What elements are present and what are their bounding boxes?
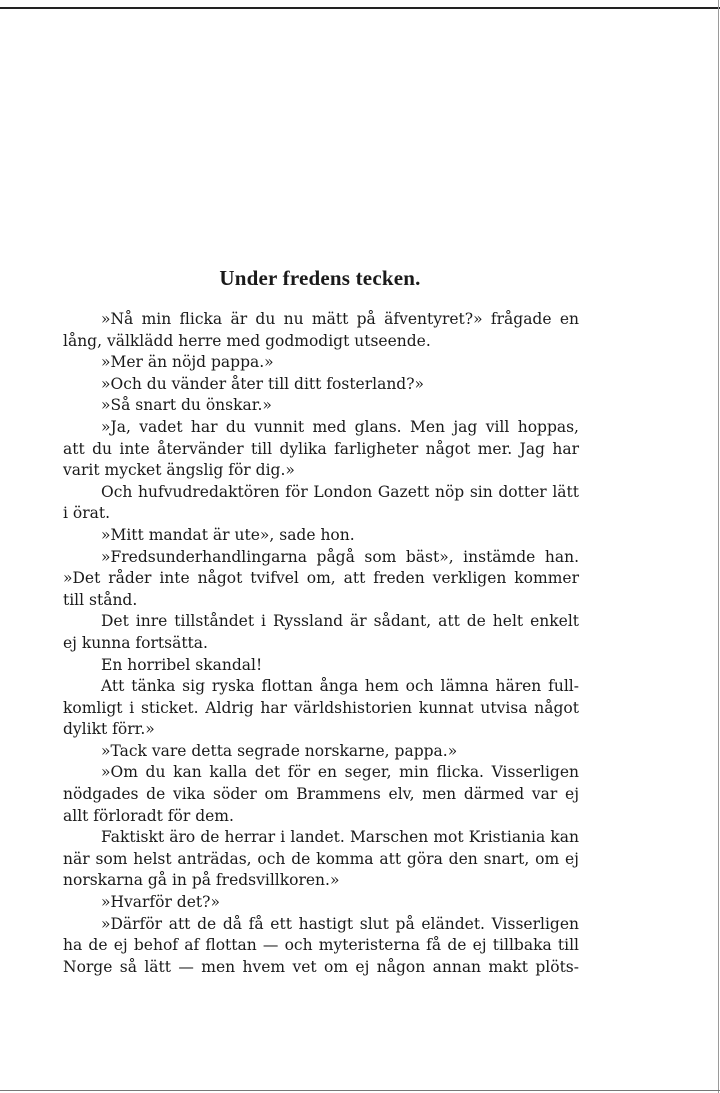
text-line: »Ja, vadet har du vunnit med glans. Men jag vill hoppas,	[101, 417, 579, 436]
text-line: »Nå min flicka är du nu mätt på äfventyret?» frågade en	[101, 310, 579, 328]
text-line: allt förloradt för dem.	[63, 806, 234, 825]
text-line: ha de ej behof af flottan — och myteristerna få de ej tillbaka till	[63, 936, 579, 955]
text-line: »Det råder inte något tvifvel om, att freden verkligen kommer	[63, 569, 579, 588]
body-text	[63, 309, 579, 978]
text-line: »Mitt mandat är ute», sade hon.	[101, 525, 355, 544]
right-border-line	[718, 0, 719, 1093]
text-line: En horribel skandal!	[101, 655, 263, 674]
text-line: »Därför att de då få ett hastigt slut på eländet. Visserligen	[101, 914, 579, 933]
text-line: när som helst anträdas, och de komma att göra den snart, om ej	[63, 849, 579, 868]
text-line: »Och du vänder åter till ditt fosterland?»	[101, 374, 425, 393]
text-line: till stånd.	[63, 590, 138, 609]
text-line: varit mycket ängslig för dig.»	[63, 461, 295, 480]
text-line: i örat.	[63, 504, 111, 523]
text-line: Det inre tillståndet i Ryssland är sådant, att de helt enkelt	[101, 612, 579, 631]
text-line: Och hufvudredaktören för London Gazett nöp sin dotter lätt	[101, 482, 579, 501]
bottom-border-line	[0, 1090, 720, 1091]
text-line: »Så snart du önskar.»	[101, 396, 272, 415]
text-line: lång, välklädd herre med godmodigt utseende.	[63, 331, 431, 350]
text-line: ej kunna fortsätta.	[63, 633, 208, 652]
text-line: dylikt förr.»	[63, 720, 155, 739]
top-border-line	[0, 7, 720, 9]
text-line: Norge så lätt — men hvem vet om ej någon annan makt plöts-	[63, 957, 579, 976]
text-line: Faktiskt äro de herrar i landet. Marschen mot Kristiania kan	[101, 828, 579, 847]
text-line: Att tänka sig ryska flottan ånga hem och lämna hären full-	[101, 677, 579, 696]
chapter-title: Under fredens tecken.	[219, 266, 421, 290]
text-line: komligt i sticket. Aldrig har världshistorien kunnat utvisa något	[63, 698, 579, 717]
text-line: att du inte återvänder till dylika farligheter något mer. Jag har	[63, 439, 579, 458]
text-line: nödgades de vika söder om Brammens elv, men därmed var ej	[63, 785, 579, 804]
text-line: »Hvarför det?»	[101, 893, 220, 912]
text-line: norskarna gå in på fredsvillkoren.»	[63, 871, 340, 890]
text-line: »Om du kan kalla det för en seger, min flicka. Visserligen	[101, 763, 579, 782]
text-line: »Tack vare detta segrade norskarne, pappa.»	[101, 741, 458, 760]
text-line: »Fredsunderhandlingarna pågå som bäst», instämde han.	[101, 547, 579, 566]
text-line: »Mer än nöjd pappa.»	[101, 353, 274, 372]
